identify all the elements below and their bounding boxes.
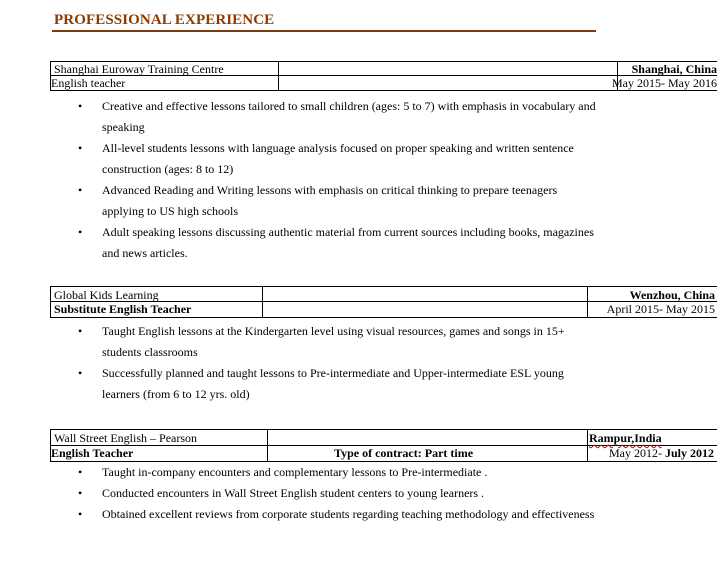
bullet-text: All-level students lessons with language analysis focused on proper speaking and written sentence	[102, 141, 574, 155]
job-dates-end: July 2012	[664, 446, 714, 460]
table-border-bottom	[50, 317, 717, 318]
bullet-text: construction (ages: 8 to 12)	[102, 162, 234, 176]
table-divider	[267, 429, 268, 461]
table-divider	[587, 429, 588, 461]
list-item	[0, 180, 602, 222]
job-dates: May 2015- May 2016	[612, 76, 717, 90]
job-dates-start: May 2012-	[608, 446, 665, 460]
table-border-top	[50, 429, 717, 430]
list-item	[0, 222, 602, 264]
list-item	[0, 363, 602, 405]
bullet-text: applying to US high schools	[102, 204, 239, 218]
job-dates: April 2015- May 2015	[606, 302, 715, 316]
employer-name: Wall Street English – Pearson	[54, 431, 198, 445]
job-role: English Teacher	[51, 446, 134, 460]
list-item	[0, 321, 602, 363]
job-location-text: Rampur,India	[589, 431, 662, 445]
bullet-text: Taught English lessons at the Kindergarten level using visual resources, games and songs in 15+	[102, 324, 565, 338]
bullet-text: Advanced Reading and Writing lessons with emphasis on critical thinking to prepare teenagers	[102, 183, 558, 197]
list-item	[0, 138, 602, 180]
list-item	[0, 96, 602, 138]
list-item: • Conducted encounters in Wall Street English student centers to young learners .	[0, 483, 602, 504]
table-divider	[587, 286, 588, 317]
heading-rule	[52, 30, 596, 32]
list-item: • Taught in-company encounters and complementary lessons to Pre-intermediate .	[0, 462, 602, 483]
bullet-text: Successfully planned and taught lessons to Pre-intermediate and Upper-intermediate ESL young	[102, 366, 564, 380]
table-divider	[262, 286, 263, 317]
job-dates	[609, 446, 714, 460]
job-role: English teacher	[51, 76, 126, 90]
bullet-list	[0, 462, 602, 525]
bullet-text: Adult speaking lessons discussing authentic material from current sources including books, magazines	[102, 225, 594, 239]
bullet-text: speaking	[102, 120, 145, 134]
table-border-left	[50, 286, 51, 317]
list-item: • Obtained excellent reviews from corporate students regarding teaching methodology and effectiveness	[0, 504, 602, 525]
job-location: Shanghai, China	[631, 62, 717, 76]
employer-name: Shanghai Euroway Training Centre	[54, 62, 224, 76]
table-border-bottom	[50, 90, 717, 91]
job-location	[589, 431, 662, 445]
table-divider	[278, 61, 279, 90]
bullet-text: students classrooms	[102, 345, 198, 359]
job-location: Wenzhou, China	[629, 288, 715, 302]
bullet-list	[0, 321, 602, 405]
bullet-list	[0, 96, 602, 264]
employer-name: Global Kids Learning	[54, 288, 159, 302]
bullet-text: and news articles.	[102, 246, 188, 260]
contract-type: Type of contract: Part time	[334, 446, 474, 460]
job-role: Substitute English Teacher	[54, 302, 192, 316]
table-border-top	[50, 286, 717, 287]
bullet-text: Creative and effective lessons tailored to small children (ages: 5 to 7) with emphasis in vocabulary and	[102, 99, 596, 113]
bullet-text: learners (from 6 to 12 yrs. old)	[102, 387, 250, 401]
section-heading: PROFESSIONAL EXPERIENCE	[54, 12, 275, 28]
